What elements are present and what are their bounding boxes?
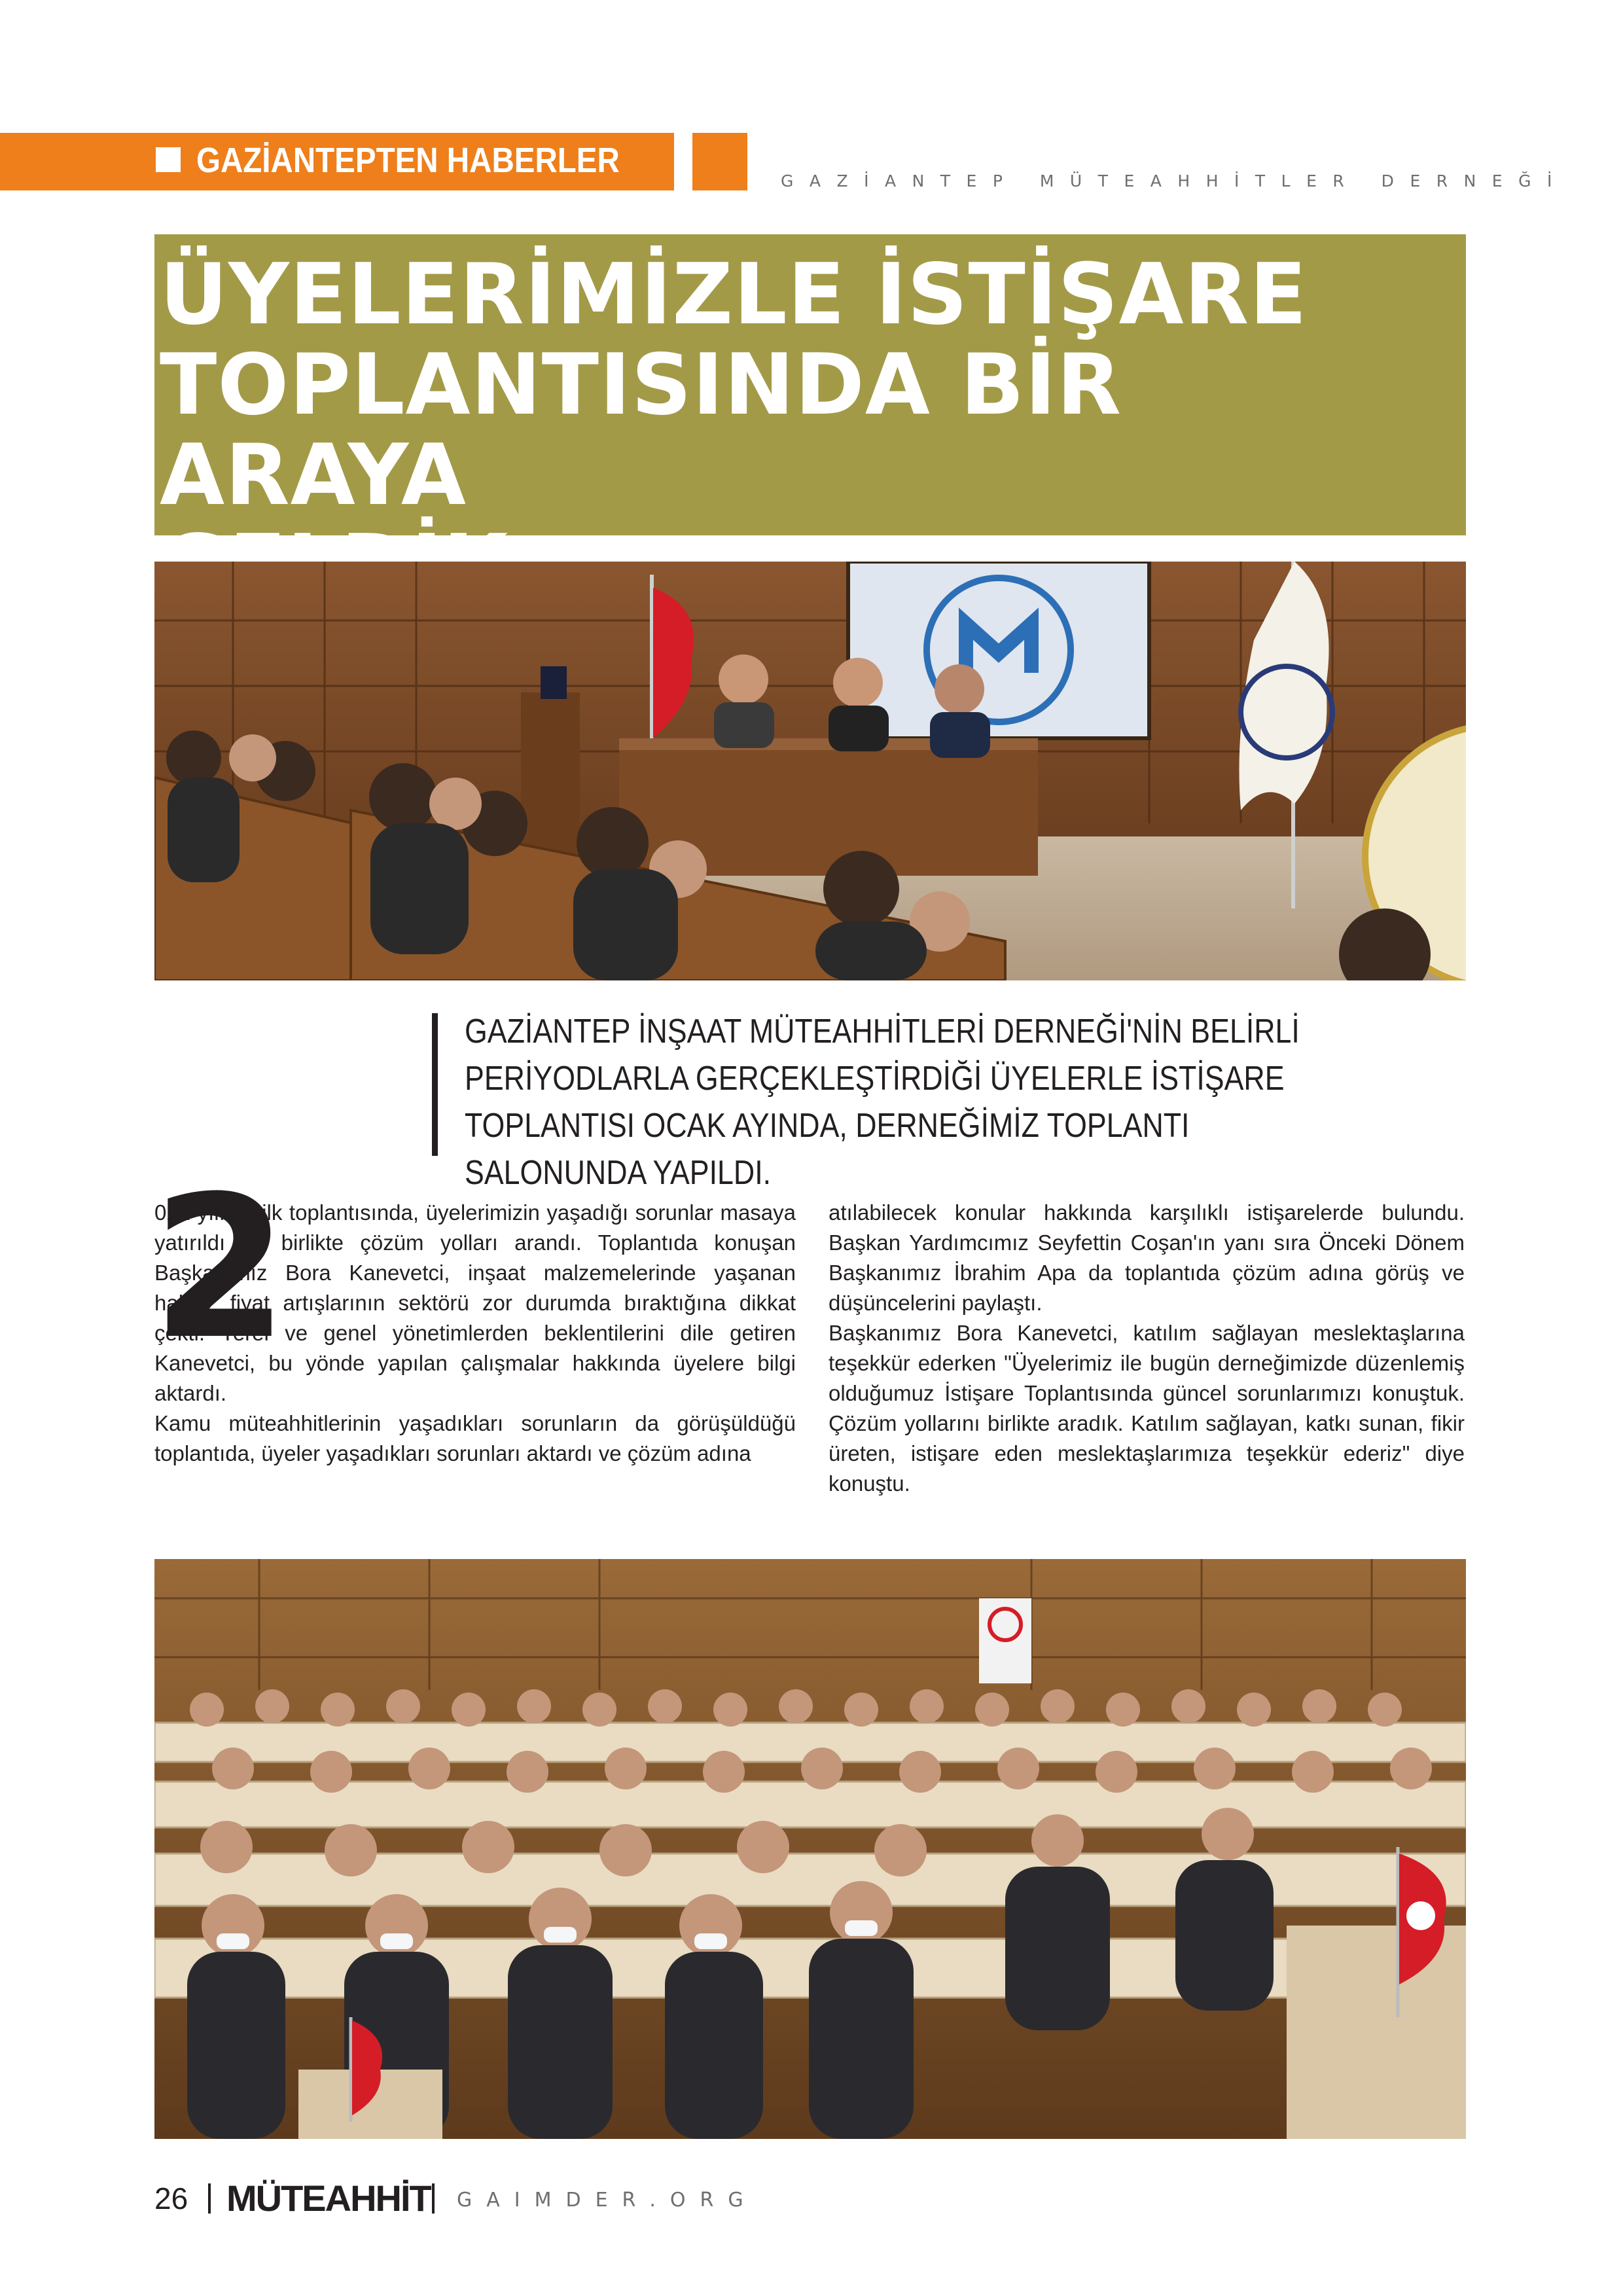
meeting-panel-illustration [154, 562, 1466, 980]
page-number: 26 [154, 2181, 188, 2215]
drop-cap: 2 [152, 1154, 289, 1382]
body-paragraph: atılabilecek konular hakkında karşılıklı istişarelerde bulundu. Başkan Yardımcımız Seyfettin Coşan'ın yanı sıra Önceki Dönem Başkanımız İbrahim Apa da toplantıda çözüm adına görüş ve düşüncelerini paylaştı. [829, 1200, 1465, 1315]
body-column-1 [154, 1198, 796, 1469]
website-link[interactable]: GAIMDER.ORG [457, 2189, 758, 2212]
magazine-name: MÜTEAHHİT [226, 2178, 431, 2219]
association-name: GAZİANTEP MÜTEAHHİTLER DERNEĞİ [781, 171, 1568, 190]
lead-rule [432, 1013, 438, 1156]
body-paragraph: 022 yılının ilk toplantısında, üyelerimizin yaşadığı sorunlar masaya yatırıldı ve birlikte çözüm yolları arandı. Toplantıda konuşan Başkanımız Bora Kanevetci, inşaat malzemelerinde yaşanan haksız fiyat artışlarının sektörü zor durumda bıraktığına dikkat çekti. Yerel ve genel yönetimlerden beklentilerini dile getiren Kanevetci, bu yönde yapılan çalışmalar hakkında üyelere bilgi aktardı. [154, 1200, 796, 1405]
section-label: GAZİANTEPTEN HABERLER [196, 141, 620, 180]
article-title: ÜYELERİMİZLE İSTİŞARE TOPLANTISINDA BİR ARAYA [160, 246, 1308, 524]
footer-separator [208, 2183, 211, 2214]
body-paragraph: Başkanımız Bora Kanevetci, katılım sağlayan meslektaşlarına teşekkür ederken "Üyelerimiz ile bugün derneğimizde düzenlemiş olduğumuz İstişare Toplantısında güncel sorunlarımızı konuştuk. Çözüm yollarını birlikte aradık. Katılım sağlayan, katkı sunan, fikir üreten, istişare eden meslektaşlarımıza teşekkür ederiz" diye konuştu. [829, 1321, 1465, 1496]
body-column-2 [829, 1198, 1465, 1499]
body-paragraph: Kamu müteahhitlerinin yaşadıkları sorunların da görüşüldüğü toplantıda, üyeler yaşadıkları sorunları aktardı ve çözüm adına [154, 1411, 796, 1465]
audience-illustration [154, 1559, 1466, 2139]
square-bullet-icon [156, 147, 181, 172]
audience-photo [154, 1559, 1466, 2139]
lead-text: GAZİANTEP İNŞAAT MÜTEAHHİTLERİ DERNEĞİ'NİN BELİRLİ PERİYODLARLA GERÇEKLEŞTİRDİĞİ ÜYELERLE İSTİŞARE TOPLANTISI OCAK AYINDA, DERNEĞİMİZ TOPLANTI SALONUNDA YAPILDI. [465, 1013, 1300, 1192]
meeting-panel-photo [154, 562, 1466, 980]
section-header-tab [692, 133, 747, 190]
footer-separator [432, 2183, 435, 2214]
